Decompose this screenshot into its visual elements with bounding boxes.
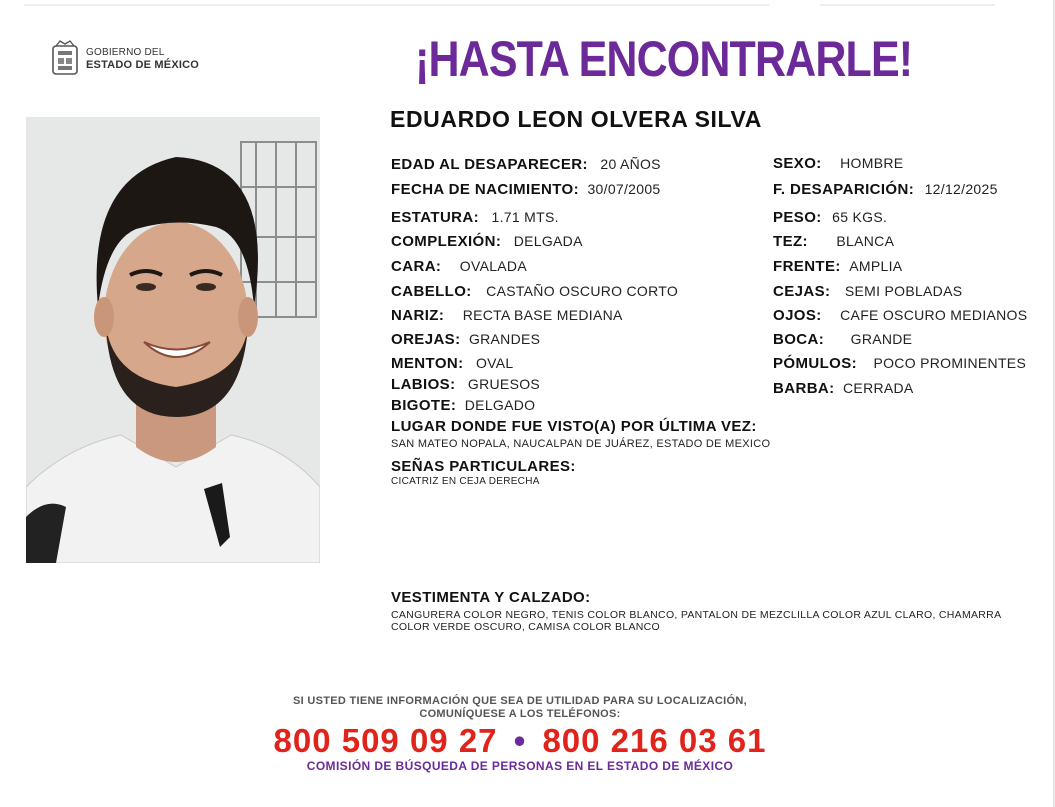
detail-label: F. DESAPARICIÓN: xyxy=(773,181,915,198)
detail-value: DELGADA xyxy=(513,233,583,249)
detail-label: LABIOS: xyxy=(391,376,456,393)
state-seal-icon xyxy=(50,40,80,78)
detail-value: RECTA BASE MEDIANA xyxy=(462,307,623,323)
detail-value: CASTAÑO OSCURO CORTO xyxy=(486,283,679,299)
detail-value: 12/12/2025 xyxy=(924,181,998,197)
last-seen-value: SAN MATEO NOPALA, NAUCALPAN DE JUÁREZ, ESTADO DE MEXICO xyxy=(391,438,771,450)
detail-label: ESTATURA: xyxy=(391,209,480,226)
detail-beard xyxy=(773,380,914,398)
detail-label: NARIZ: xyxy=(391,307,445,324)
detail-label: FRENTE: xyxy=(773,258,841,275)
detail-moustache xyxy=(391,397,535,415)
detail-label: BIGOTE: xyxy=(391,397,457,414)
detail-value: BLANCA xyxy=(836,233,895,249)
phone-number-2[interactable]: 800 216 03 61 xyxy=(542,722,767,759)
detail-value: HOMBRE xyxy=(840,155,904,171)
detail-height xyxy=(391,209,559,227)
detail-value: CAFE OSCURO MEDIANOS xyxy=(840,307,1028,323)
detail-label: PESO: xyxy=(773,209,822,226)
phone-number-1[interactable]: 800 509 09 27 xyxy=(273,722,498,759)
marks-label: SEÑAS PARTICULARES: xyxy=(391,458,576,475)
detail-value: GRANDE xyxy=(850,331,913,347)
detail-value: OVAL xyxy=(475,355,514,371)
detail-value: POCO PROMINENTES xyxy=(873,355,1027,371)
detail-label: CEJAS: xyxy=(773,283,831,300)
logo-line-2: ESTADO DE MÉXICO xyxy=(86,59,200,71)
detail-label: SEXO: xyxy=(773,155,822,172)
clothing-line-2: COLOR VERDE OSCURO, CAMISA COLOR BLANCO xyxy=(391,621,661,633)
detail-value: 20 AÑOS xyxy=(600,156,661,172)
detail-value: GRUESOS xyxy=(467,376,541,392)
detail-value: 1.71 MTS. xyxy=(491,209,559,225)
detail-birth-date xyxy=(391,181,661,199)
last-seen-label: LUGAR DONDE FUE VISTO(A) POR ÚLTIMA VEZ: xyxy=(391,418,757,435)
missing-person-photo xyxy=(26,117,320,563)
detail-weight xyxy=(773,209,887,227)
detail-value: DELGADO xyxy=(464,397,536,413)
detail-label: PÓMULOS: xyxy=(773,355,858,372)
detail-ears xyxy=(391,331,540,349)
detail-value: 65 KGS. xyxy=(832,209,888,225)
phone-numbers xyxy=(230,722,810,760)
contact-info-line-2: COMUNÍQUESE A LOS TELÉFONOS: xyxy=(419,708,621,720)
detail-forehead xyxy=(773,258,902,276)
detail-hair xyxy=(391,283,678,301)
detail-label: TEZ: xyxy=(773,233,808,250)
separator-dot: • xyxy=(513,722,527,759)
detail-build xyxy=(391,233,583,251)
detail-value: GRANDES xyxy=(468,331,541,347)
detail-label: FECHA DE NACIMIENTO: xyxy=(391,181,579,198)
detail-value: 30/07/2005 xyxy=(587,181,661,197)
detail-label: OREJAS: xyxy=(391,331,461,348)
detail-eyes xyxy=(773,307,1027,325)
detail-face xyxy=(391,258,527,276)
detail-label: OJOS: xyxy=(773,307,822,324)
detail-disappearance-date xyxy=(773,181,998,199)
government-logo xyxy=(50,40,199,78)
detail-label: BARBA: xyxy=(773,380,835,397)
logo-line-1: GOBIERNO DEL xyxy=(86,47,165,58)
detail-label: COMPLEXIÓN: xyxy=(391,233,502,250)
detail-cheekbones xyxy=(773,355,1026,373)
detail-label: CABELLO: xyxy=(391,283,472,300)
detail-age xyxy=(391,156,661,174)
top-rule-right xyxy=(820,4,995,6)
detail-complexion xyxy=(773,233,894,251)
detail-label: MENTON: xyxy=(391,355,464,372)
contact-info xyxy=(240,695,800,721)
detail-nose xyxy=(391,307,623,325)
clothing-line-1: CANGURERA COLOR NEGRO, TENIS COLOR BLANCO, PANTALON DE MEZCLILLA COLOR AZUL CLARO, CHAMARRA xyxy=(391,609,1002,621)
detail-label: CARA: xyxy=(391,258,442,275)
detail-value: SEMI POBLADAS xyxy=(844,283,963,299)
detail-sex xyxy=(773,155,903,173)
commission-name: COMISIÓN DE BÚSQUEDA DE PERSONAS EN EL ESTADO DE MÉXICO xyxy=(306,759,734,773)
marks-value: CICATRIZ EN CEJA DERECHA xyxy=(391,476,540,487)
person-name: EDUARDO LEON OLVERA SILVA xyxy=(390,106,762,132)
detail-label: EDAD AL DESAPARECER: xyxy=(391,156,588,173)
detail-label: BOCA: xyxy=(773,331,825,348)
detail-value: CERRADA xyxy=(843,380,914,396)
detail-eyebrows xyxy=(773,283,962,301)
clothing-label: VESTIMENTA Y CALZADO: xyxy=(391,589,591,606)
detail-value: AMPLIA xyxy=(849,258,903,274)
contact-info-line-1: SI USTED TIENE INFORMACIÓN QUE SEA DE UTILIDAD PARA SU LOCALIZACIÓN, xyxy=(293,695,747,707)
headline: ¡HASTA ENCONTRARLE! xyxy=(415,31,913,87)
detail-lips xyxy=(391,376,540,394)
top-rule xyxy=(24,4,769,6)
detail-mouth xyxy=(773,331,912,349)
detail-chin xyxy=(391,355,514,373)
detail-value: OVALADA xyxy=(459,258,527,274)
